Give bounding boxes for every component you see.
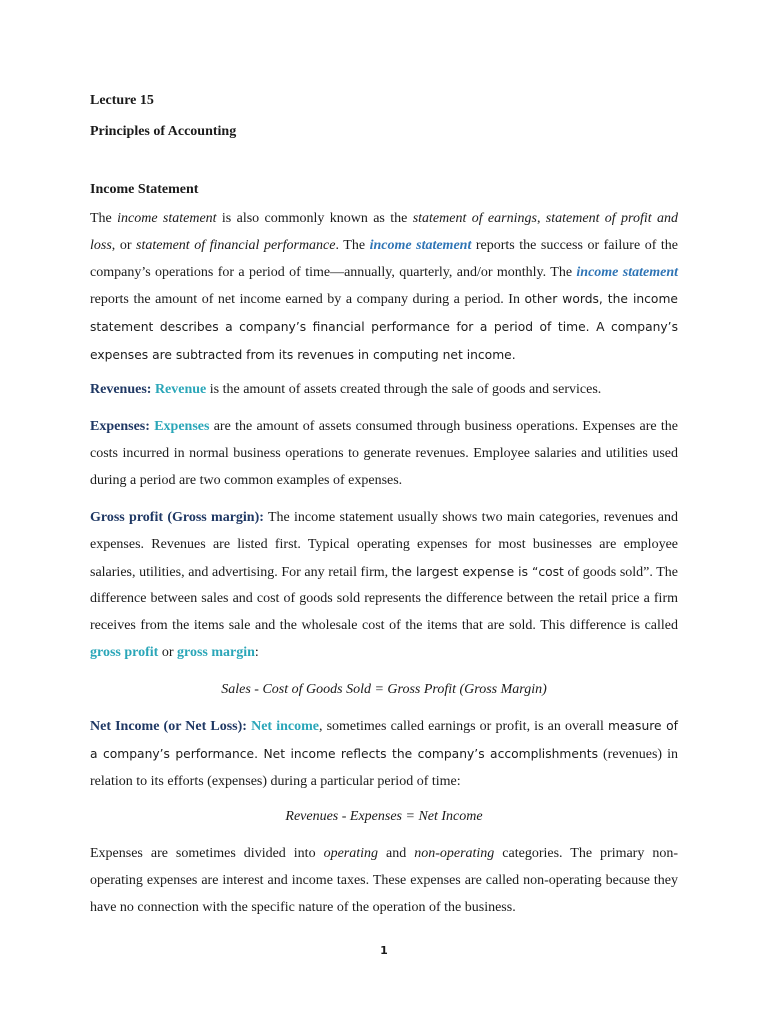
document-page [90,0,678,1024]
label-net-income: Net Income (or Net Loss): [90,719,247,734]
label-gross-profit: Gross profit (Gross margin): [90,510,264,525]
text-run: , or [111,237,137,253]
text-run: The income statement usually shows two main categories, revenues and expenses. Revenues are listed first. Typical operating expenses for most businesses are employee salaries, utilities, and advertising. For any retail firm, [90,510,678,580]
keyword-income-statement: income statement [369,237,472,253]
keyword-income-statement: income statement [576,264,678,280]
text-run: , sometimes called earnings or profit, is an overall [318,719,608,734]
formula-net-income: Revenues - Expenses = Net Income [285,809,483,824]
paragraph-net-income [90,713,678,795]
course-title: Principles of Accounting [90,124,237,139]
text-run: reports the amount of net income earned by a company during a period. In [90,292,525,308]
emphasis-statement-of-financial-performance: statement of financial performance [136,237,336,253]
text-run: reports the success or failure of the company’s operations for a period of time—annually, quarterly, and/or monthly. The [90,237,679,280]
text-run: is the amount of assets created through the sale of goods and services. [206,382,602,397]
section-heading-income-statement: Income Statement [90,182,199,197]
text-run: of goods sold”. The difference between sales and cost of goods sold represents the difference between the retail price a firm receives from the items sale and the wholesale cost of the items that are sold. This difference is called [90,564,678,634]
keyword-revenue: Revenue [154,382,207,397]
paragraph-income-statement [90,206,678,370]
label-revenues: Revenues: [90,382,152,397]
emphasis-income-statement: income statement [117,211,217,226]
text-run: Expenses are sometimes divided into [90,846,324,861]
text-run: or [158,644,177,660]
text-run: The [90,211,118,226]
keyword-gross-profit: gross profit [90,644,159,660]
formula-gross-profit: Sales - Cost of Goods Sold = Gross Profit (Gross Margin) [221,682,547,697]
label-expenses: Expenses: [90,419,150,434]
emphasis-statement-of-earnings: statement of earnings [412,211,537,226]
paragraph-expenses [90,414,678,494]
text-run: and [378,846,415,861]
text-run: . The [335,237,370,253]
text-run: other words, the income statement describes a company’s financial performance for a period of time. A company’s expenses are subtracted from its revenues in computing net income. [90,292,679,362]
text-run: categories. The primary non-operating expenses are interest and income taxes. These expenses are called non-operating because they have no connection with the specific nature of the operation of the business. [90,846,678,915]
paragraph-operating-expenses [90,841,678,921]
keyword-gross-margin: gross margin [177,644,255,660]
paragraph-gross-profit [90,505,678,667]
keyword-expenses: Expenses [154,419,210,434]
keyword-net-income: Net income [251,719,319,734]
text-run: are the amount of assets consumed through business operations. Expenses are the costs incurred in normal business operations to generate revenues. Employee salaries and utilities used during a period are two common examples of expenses. [90,419,679,488]
text-run: , [536,211,546,226]
emphasis-operating: operating [323,846,379,861]
text-run: (revenues) in relation to its efforts (expenses) during a particular period of time: [90,746,678,789]
text-run: : [254,644,259,660]
emphasis-non-operating: non-operating [414,846,495,861]
text-run: measure of a company’s performance. Net income reflects the company’s accomplishments [90,719,678,761]
emphasis-statement-of-profit-and-loss: statement of profit and loss [90,211,678,253]
lecture-number: Lecture 15 [90,93,154,108]
text-run: is also commonly known as the [216,211,413,226]
paragraph-revenues [90,377,678,404]
text-run: the largest expense is “cost [391,564,564,579]
page-number: 1 [380,944,388,957]
